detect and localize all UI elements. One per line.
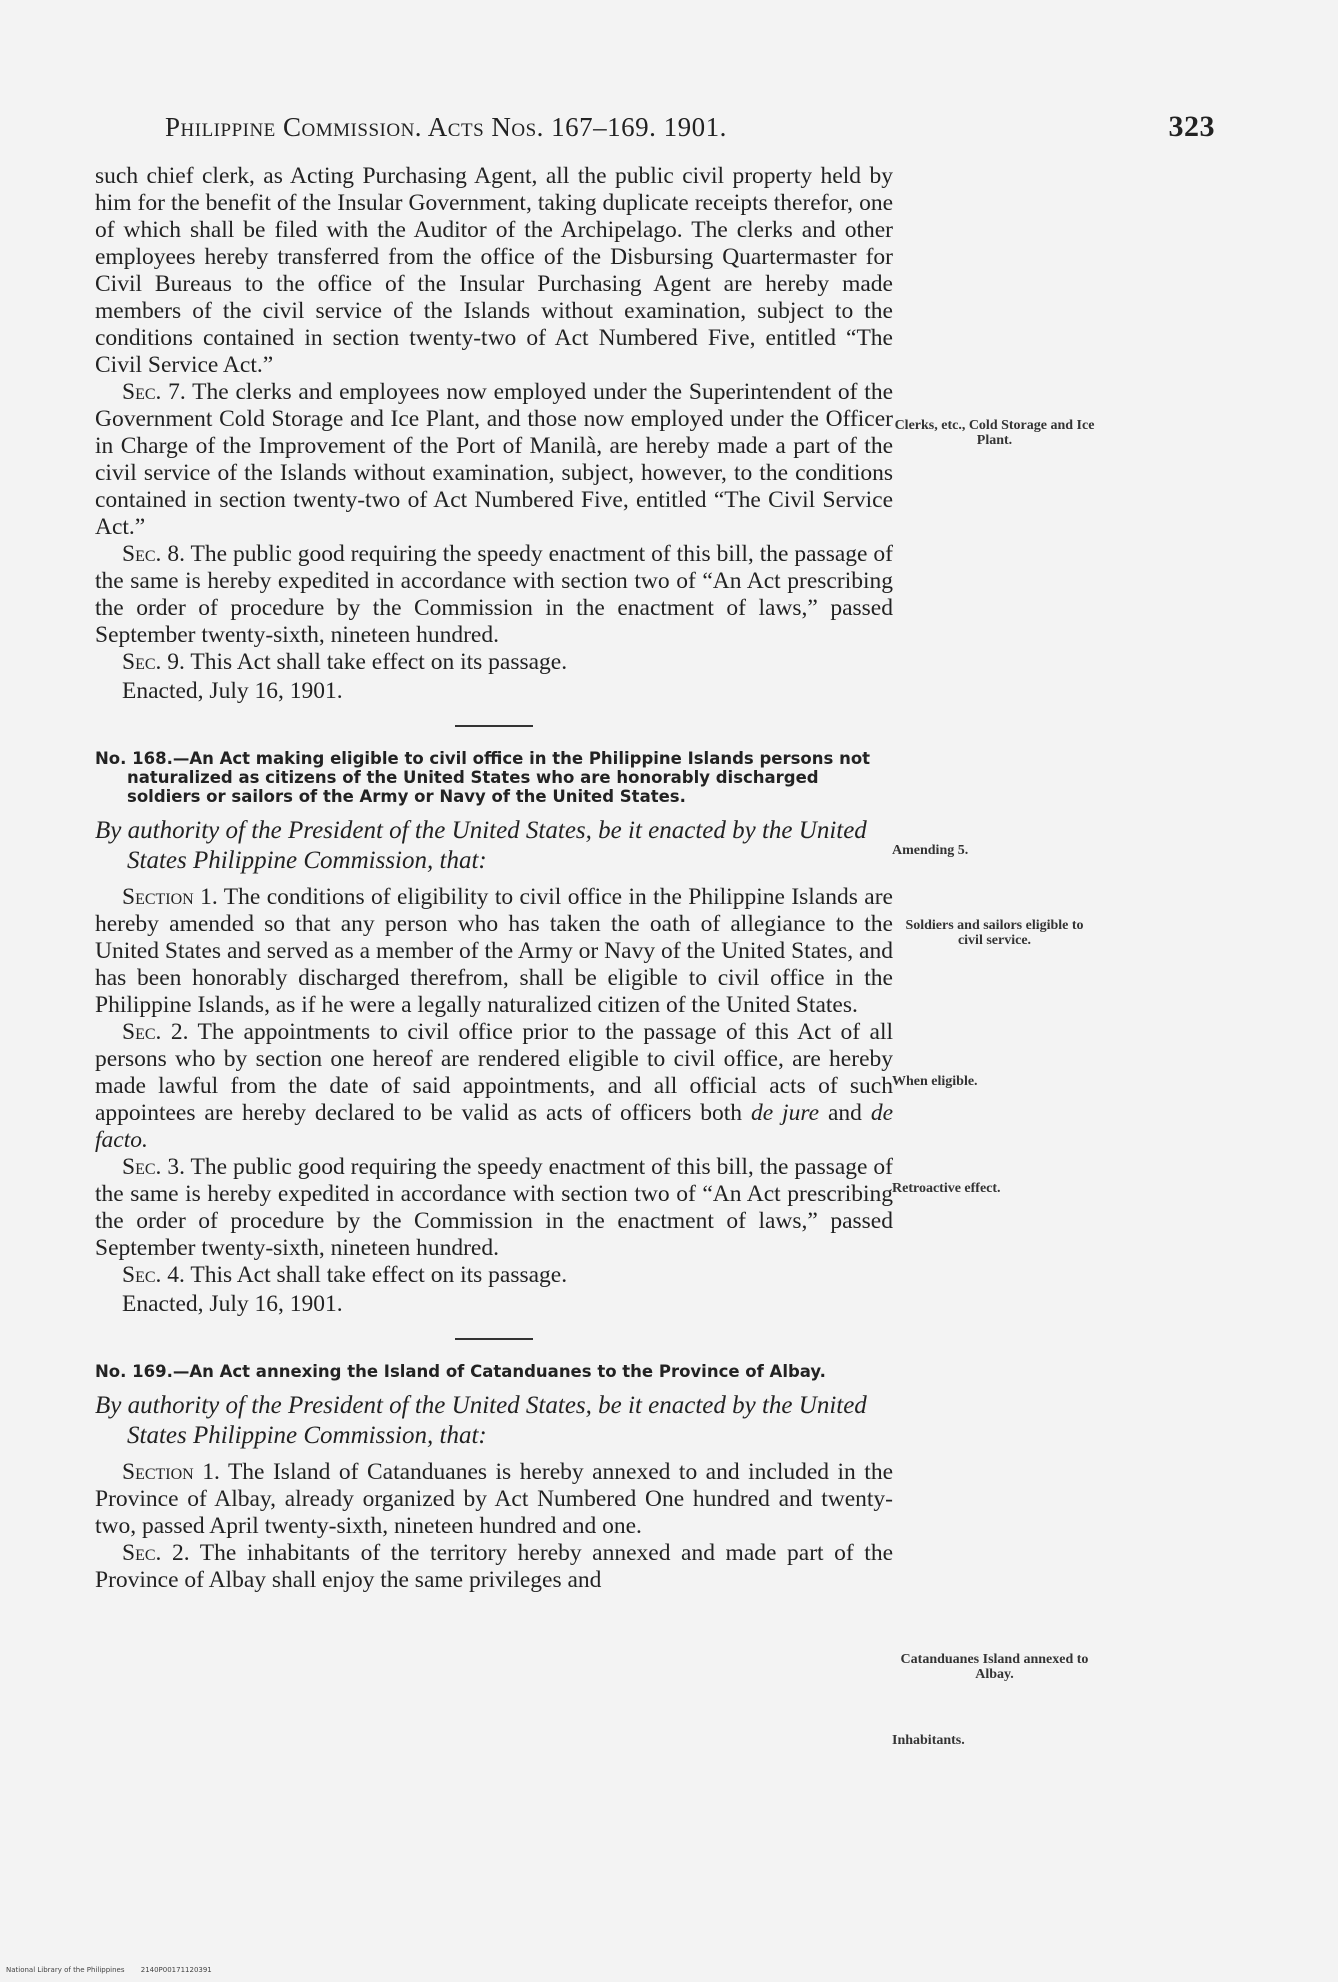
act169-heading: No. 169.—An Act annexing the Island of Catanduanes to the Province of Albay. [95, 1362, 826, 1381]
footer-library: National Library of the Philippines [6, 1966, 125, 1974]
act168-enacted: Enacted, July 16, 1901. [122, 1291, 343, 1317]
scan-footer [6, 1966, 226, 1974]
act167-sec9: Sec. 9. This Act shall take effect on its passage. [122, 649, 568, 675]
footer-code: 2140P00171120391 [140, 1966, 212, 1974]
margin-note-retroactive: Retroactive effect. [892, 1181, 1001, 1196]
running-header [165, 112, 1215, 152]
page-number: 323 [1168, 110, 1215, 143]
act169-sec1: Section 1. The Island of Catanduanes is hereby annexed to and included in the Province of Albay, already organized by Act Numbered One hundred and twenty-two, passed April twenty-sixth, nineteen hundred and one. [95, 1459, 894, 1539]
margin-note-soldiers: Soldiers and sailors eligible to civil service. [905, 918, 1084, 948]
margin-note-clerks: Clerks, etc., Cold Storage and Ice Plant. [894, 418, 1095, 448]
margin-note-when-eligible: When eligible. [892, 1074, 978, 1089]
margin-note-amending: Amending 5. [892, 843, 969, 858]
margin-note-inhabitants: Inhabitants. [892, 1733, 965, 1748]
act167-continuation: such chief clerk, as Acting Purchasing Agent, all the public civil property held by him for the benefit of the Insular Government, taking duplicate receipts therefor, one of which shall be filed with the Auditor of the Archipelago. The clerks and other employees hereby transferred from the office of the Disbursing Quartermaster for Civil Bureaus to the office of the Insular Purchasing Agent are hereby made members of the civil service of the Islands without examination, subject to the conditions contained in section twenty-two of Act Numbered Five, entitled “The Civil Service Act.” [95, 163, 893, 378]
act168-sec2: Sec. 2. The appointments to civil office prior to the passage of this Act of all persons who by section one hereof are rendered eligible to civil office, are hereby made lawful from the date of said appointments, and all official acts of such appointees are hereby declared to be valid as acts of officers both de jure and de facto. [95, 1019, 894, 1153]
header-title: Philippine Commission. Acts Nos. 167–169. 1901. [165, 112, 727, 142]
act168-sec1: Section 1. The conditions of eligibility to civil office in the Philippine Islands are hereby amended so that any person who has taken the oath of allegiance to the United States and served as a member of the Army or Navy of the United States, and has been honorably discharged therefrom, shall be eligible to civil office in the Philippine Islands, as if he were a legally naturalized citizen of the United States. [95, 884, 893, 1018]
act168-sec4: Sec. 4. This Act shall take effect on its passage. [122, 1262, 568, 1288]
main-text [95, 163, 893, 1594]
act167-sec8: Sec. 8. The public good requiring the speedy enactment of this bill, the passage of the same is hereby expedited in accordance with section two of “An Act prescribing the order of procedure by the Commission in the enactment of laws,” passed September twenty-sixth, nineteen hundred. [95, 541, 894, 648]
act167-enacted: Enacted, July 16, 1901. [122, 678, 343, 704]
act168-sec3: Sec. 3. The public good requiring the speedy enactment of this bill, the passage of the same is hereby expedited in accordance with section two of “An Act prescribing the order of procedure by the Commission in the enactment of laws,” passed September twenty-sixth, nineteen hundred. [95, 1154, 894, 1261]
margin-note-catanduanes: Catanduanes Island annexed to Albay. [900, 1652, 1089, 1682]
section-divider [455, 725, 533, 727]
act169-enacting-clause: By authority of the President of the United States, be it enacted by the United States Philippine Commission, that: [95, 1392, 867, 1449]
act169-sec2: Sec. 2. The inhabitants of the territory hereby annexed and made part of the Province of Albay shall enjoy the same privileges and [95, 1540, 894, 1593]
section-divider [455, 1338, 533, 1340]
act168-enacting-clause: By authority of the President of the United States, be it enacted by the United States Philippine Commission, that: [95, 817, 867, 874]
act167-sec7: Sec. 7. The clerks and employees now employed under the Superintendent of the Government Cold Storage and Ice Plant, and those now employed under the Officer in Charge of the Improvement of the Port of Manilà, are hereby made a part of the civil service of the Islands without examination, subject, however, to the conditions contained in section twenty-two of Act Numbered Five, entitled “The Civil Service Act.” [95, 379, 893, 540]
act168-heading: No. 168.—An Act making eligible to civil office in the Philippine Islands persons not naturalized as citizens of the United States who are honorably discharged soldiers or sailors of the Army or Navy of the United States. [95, 749, 871, 806]
